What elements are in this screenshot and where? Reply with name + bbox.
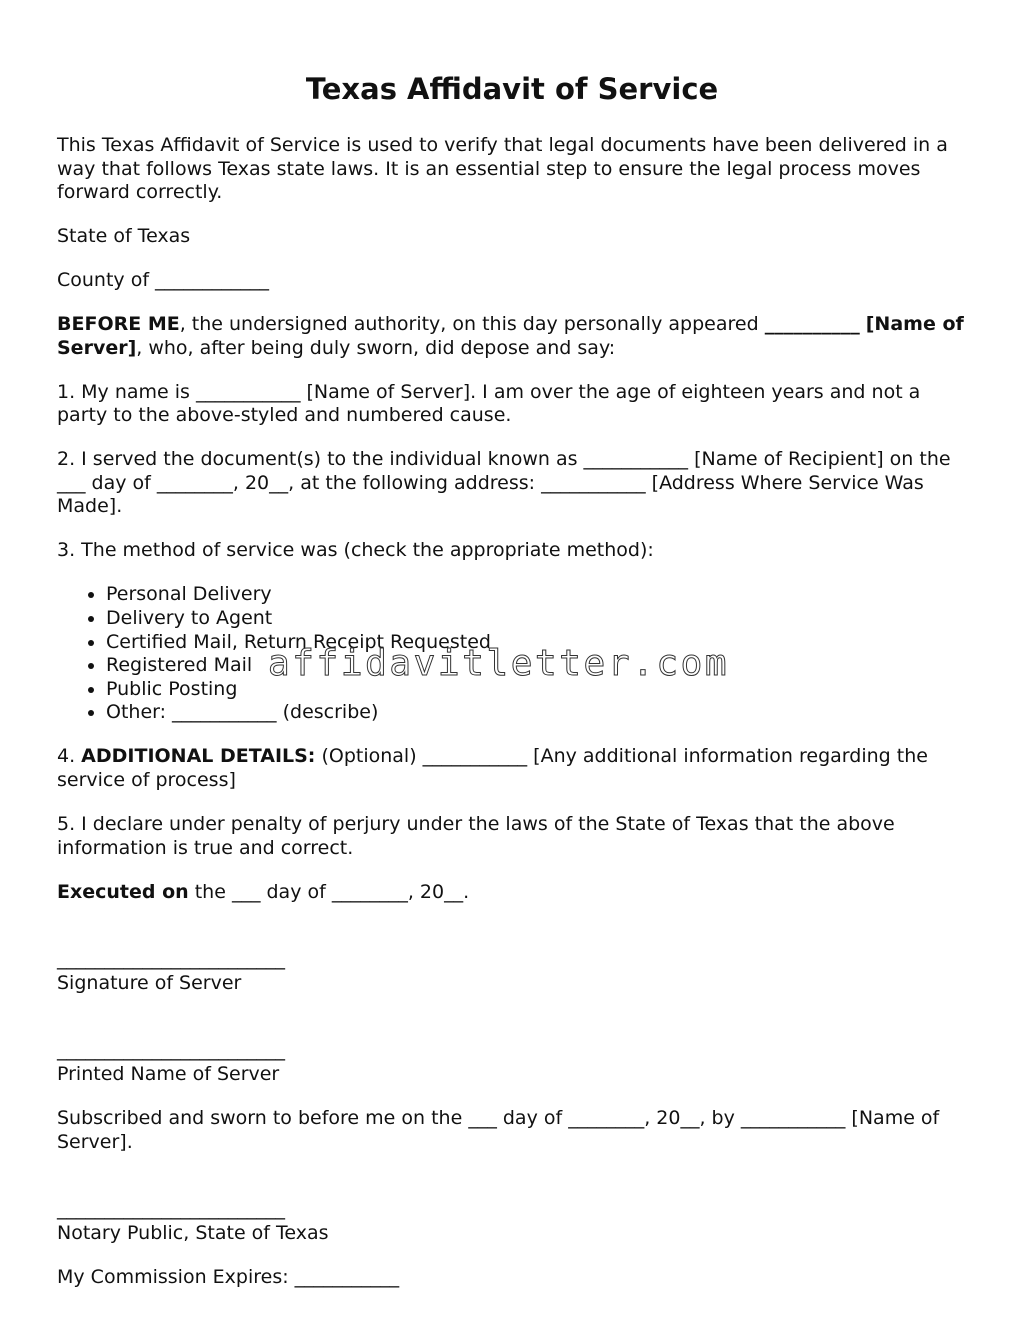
method-certified-mail: • Certified Mail, Return Receipt Requested (106, 631, 967, 655)
state-line: State of Texas (57, 225, 191, 248)
executed-on-text: the ___ day of ________, 20__. (188, 880, 470, 903)
method-personal-delivery: • Personal Delivery (106, 583, 967, 607)
notary-line: ________________________ (57, 1198, 285, 1221)
intro-paragraph: This Texas Affidavit of Service is used to verify that legal documents have been delivered in a way that follows Texas state laws. It is an essential step to ensure the legal process moves forward correctly. (57, 134, 948, 204)
document-title: Texas Affidavit of Service (305, 72, 719, 106)
printed-name-block (57, 1039, 967, 1086)
signature-line: ________________________ (57, 948, 285, 971)
item-1: 1. My name is ___________ [Name of Server]. I am over the age of eighteen years and not a party to the above-styled and numbered cause. (57, 380, 921, 427)
before-me-text-2: , who, after being duly sworn, did depose and say: (136, 336, 616, 359)
executed-on-bold: Executed on (57, 880, 189, 903)
method-delivery-to-agent: • Delivery to Agent (106, 607, 967, 631)
item-3: 3. The method of service was (check the appropriate method): (57, 539, 654, 562)
item-2: 2. I served the document(s) to the individual known as ___________ [Name of Recipient] on the ___ day of ________, 20__, at the following address: ___________ [Address Where Service Was Made]. (57, 448, 951, 518)
commission-expires-line: My Commission Expires: ___________ (57, 1265, 400, 1288)
county-line: County of ____________ (57, 269, 270, 292)
before-me-text: , the undersigned authority, on this day personally appeared (179, 313, 765, 336)
before-me-paragraph (57, 313, 967, 360)
method-other: • Other: ___________ (describe) (106, 701, 967, 725)
item-5: 5. I declare under penalty of perjury under the laws of the State of Texas that the above information is true and correct. (57, 812, 895, 859)
method-public-posting: • Public Posting (106, 678, 967, 702)
item-4 (57, 745, 967, 792)
subscribed-sworn-paragraph: Subscribed and sworn to before me on the ___ day of ________, 20__, by ___________ [Name of Server]. (57, 1106, 940, 1153)
signature-block (57, 948, 967, 995)
signature-label: Signature of Server (57, 971, 242, 994)
item-4-text: (Optional) ___________ [Any additional information regarding the service of process] (57, 745, 928, 791)
before-me-bold: BEFORE ME (57, 313, 180, 336)
document-page (57, 70, 967, 1310)
item-4-prefix: 4. (57, 745, 82, 768)
executed-on-line (57, 881, 967, 905)
server-blank: __________ (764, 313, 860, 336)
server-name-bold: [Name of Server] (57, 313, 964, 359)
watermark: affidavitletter.com (268, 643, 730, 684)
printed-name-label: Printed Name of Server (57, 1062, 280, 1085)
additional-details-bold: ADDITIONAL DETAILS: (81, 745, 316, 768)
notary-label: Notary Public, State of Texas (57, 1221, 329, 1244)
notary-block (57, 1198, 967, 1245)
method-registered-mail: • Registered Mail (106, 654, 967, 678)
printed-name-line: ________________________ (57, 1039, 285, 1062)
